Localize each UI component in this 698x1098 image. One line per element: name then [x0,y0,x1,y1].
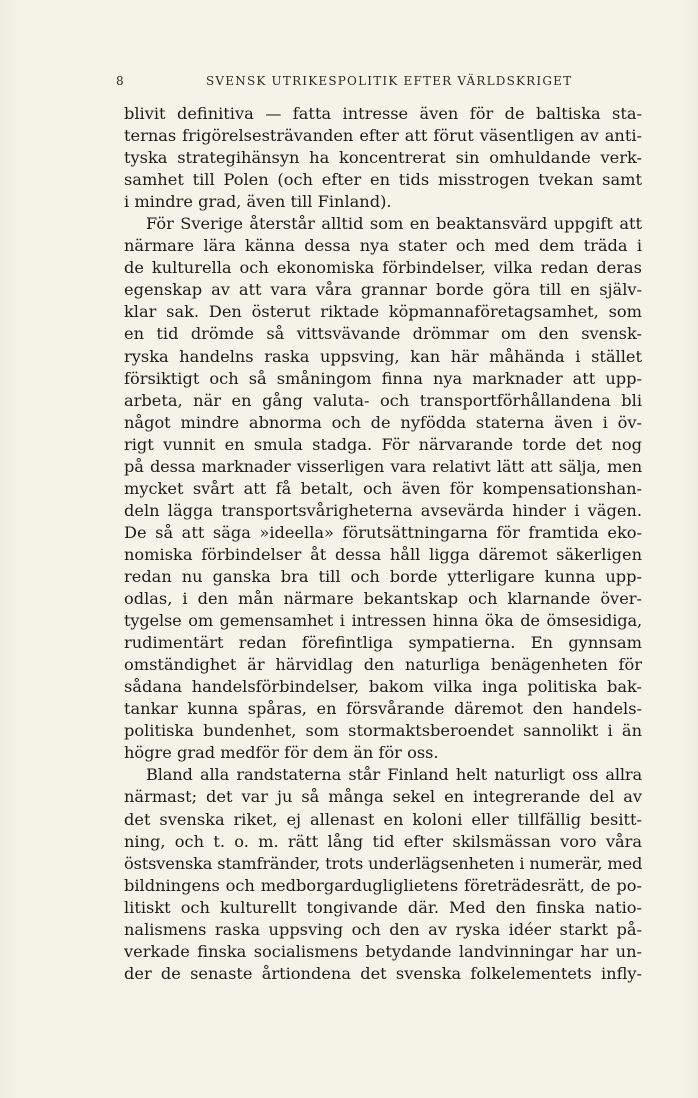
page-number: 8 [116,74,125,88]
text-line: redan nu ganska bra till och borde ytterligare kunna upp- [124,566,642,586]
text-line: politiska bundenhet, som stormaktsberoendet sannolikt i än [124,721,642,741]
text-line: något mindre abnorma och de nyfödda staterna även i öv- [124,412,642,432]
text-line: samhet till Polen (och efter en tids misstrogen tvekan samt [124,170,642,190]
text-line: på dessa marknader visserligen vara relativt lätt att sälja, men [124,456,642,476]
text-line: litiskt och kulturellt tongivande där. Med den finska natio- [124,897,642,917]
text-line: högre grad medför för dem än för oss. [124,743,439,763]
text-line: tygelse om gemensamhet i intressen hinna öka de ömsesidiga, [124,611,642,631]
text-line: sådana handelsförbindelser, bakom vilka inga politiska bak- [124,677,642,697]
text-line: verkade finska socialismens betydande landvinningar har un- [124,941,642,961]
text-line: rudimentärt redan förefintliga sympatierna. En gynnsam [124,633,642,653]
text-line: nomiska förbindelser åt dessa håll ligga däremot säkerligen [124,544,642,564]
text-line: i mindre grad, även till Finland). [124,192,392,212]
text-line: bildningens och medborgardugliglietens företrädesrätt, de po- [124,875,642,895]
text-line: försiktigt och så småningom finna nya marknader att upp- [124,368,642,388]
text-line: mycket svårt att få betalt, och även för kompensationshan- [124,478,642,498]
text-line: en tid drömde så vittsvävande drömmar om den svensk- [124,324,642,344]
text-line: nalismens raska uppsving och den av ryska idéer starkt på- [124,919,642,939]
running-head: SVENSK UTRIKESPOLITIK EFTER VÄRLDSKRIGET [206,74,573,88]
text-line: det svenska riket, ej allenast en koloni eller tillfällig besitt- [124,809,642,829]
text-line: rigt vunnit en smula stadga. För närvarande torde det nog [124,434,642,454]
text-line: ryska handelns raska uppsving, kan här måhända i stället [124,346,642,366]
page-header [116,74,644,92]
text-line: närmare lära känna dessa nya stater och med dem träda i [124,236,642,256]
text-line: tyska strategihänsyn ha koncentrerat sin omhuldande verk- [124,148,642,168]
text-line: arbeta, när en gång valuta- och transportförhållandena bli [124,390,642,410]
text-line: närmast; det var ju så många sekel en integrerande del av [124,787,642,807]
paragraph-start-line: För Sverige återstår alltid som en beaktansvärd uppgift att [146,214,642,234]
text-line: tankar kunna spåras, en försvårande däremot den handels- [124,699,642,719]
text-line: omständighet är härvidlag den naturliga benägenheten för [124,655,642,675]
text-line: de kulturella och ekonomiska förbindelser, vilka redan deras [124,258,642,278]
text-line: De så att säga »ideella» förutsättningarna för framtida eko- [124,522,642,542]
paragraph-start-line: Bland alla randstaterna står Finland helt naturligt oss allra [146,765,642,785]
text-line: ternas frigörelsesträvanden efter att förut väsentligen av anti- [124,126,642,146]
text-line: blivit definitiva — fatta intresse även för de baltiska sta- [124,104,642,123]
text-line: der de senaste årtiondena det svenska folkelementets infly- [124,963,642,983]
text-line: östsvenska stamfränder, trots underlägsenheten i numerär, med [124,853,642,873]
body-text [124,103,642,985]
text-line: ning, och t. o. m. rätt lång tid efter skilsmässan voro våra [124,831,642,851]
text-line: odlas, i den mån närmare bekantskap och klarnande över- [124,589,642,609]
text-line: klar sak. Den österut riktade köpmannaföretagsamhet, som [124,302,642,322]
text-line: egenskap av att vara våra grannar borde göra till en själv- [124,280,642,300]
text-line: deln lägga transportsvårigheterna avsevärda hinder i vägen. [124,500,642,520]
